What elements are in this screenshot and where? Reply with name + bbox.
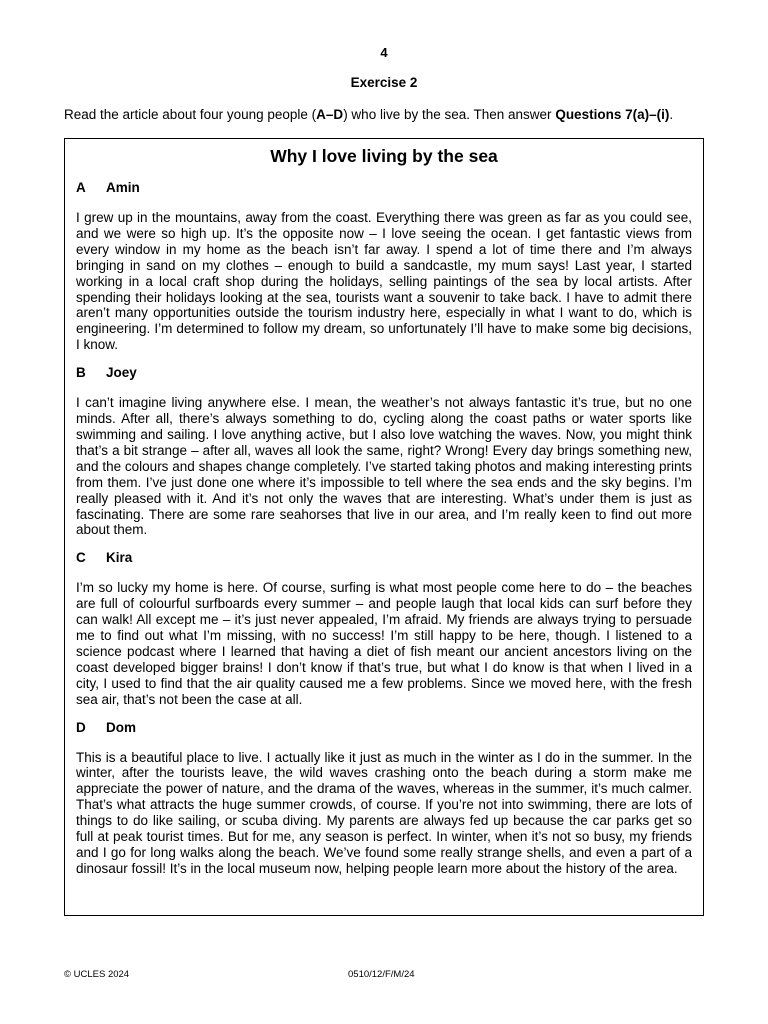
page-number: 4 — [380, 45, 388, 60]
instruction-prefix: Read the article about four young people ( — [64, 107, 317, 122]
section-heading-c — [76, 550, 692, 566]
footer-paper-code: 0510/12/F/M/24 — [348, 969, 415, 980]
article-box — [64, 138, 704, 916]
section-name: Amin — [106, 180, 140, 195]
section-heading-a — [76, 180, 692, 196]
instruction-range: A–D — [316, 107, 344, 122]
section-heading-d — [76, 720, 692, 736]
section-heading-b — [76, 365, 692, 381]
section-letter: A — [76, 180, 86, 195]
section-letter: D — [76, 719, 86, 735]
section-letter: B — [76, 365, 86, 381]
section-letter: C — [76, 550, 86, 566]
instruction-questions: Questions 7(a)–(i) — [555, 107, 670, 122]
instruction-middle: ) who live by the sea. Then answer — [343, 107, 556, 122]
article-title: Why I love living by the sea — [270, 146, 498, 166]
exercise-title: Exercise 2 — [350, 75, 418, 90]
section-text-c: I’m so lucky my home is here. Of course, surfing is what most people come here to do – the beaches are full of colourful surfboards every summer – and people laugh that local kids can surf before they can walk! All except me – it’s just never appealed, I’m afraid. My friends are always trying to persuade me to find out what I’m missing, with no success! I’m still happy to be here, though. I listened to a science podcast where I learned that having a diet of fish meant our ancient ancestors living on the coast developed bigger brains! I don’t know if that’s true, but what I do know is that when I lived in a city, I used to find that the air quality caused me a few problems. Since we moved here, with the fresh sea air, that’s not been the case at all. — [76, 580, 692, 707]
instruction-suffix: . — [669, 107, 674, 122]
section-name: Dom — [106, 719, 136, 735]
section-text-d: This is a beautiful place to live. I actually like it just as much in the winter as I do in the summer. In the winter, after the tourists leave, the wild waves crashing onto the beach during a storm make me appreciate the power of nature, and the drama of the waves, whereas in the summer, it’s much calmer. That’s what attracts the huge summer crowds, of course. If you’re not into swimming, there are lots of things to do like sailing, or scuba diving. My parents are always fed up because the car parks get so full at peak tourist times. But for me, any season is perfect. In winter, when it’s not so busy, my friends and I go for long walks along the beach. We’ve found some really strange shells, and even a part of a dinosaur fossil! It’s in the local museum now, helping people learn more about the history of the area. — [76, 749, 692, 876]
section-name: Joey — [106, 365, 137, 381]
section-name: Kira — [106, 550, 133, 566]
section-text-b: I can’t imagine living anywhere else. I mean, the weather’s not always fantastic it’s true, but no one minds. After all, there’s always something to do, cycling along the coast paths or water sports like swimming and sailing. I love anything active, but I also love watching the waves. Now, you might think that’s a bit strange – after all, waves all look the same, right? Wrong! Every day brings something new, and the colours and shapes change completely. I’ve started taking photos and making interesting prints from them. I’ve just done one where it’s impossible to tell where the sea ends and the sky begins. I’m really pleased with it. And it’s not only the waves that are interesting. What’s under them is just as fascinating. There are some rare seahorses that live in our area, and I’m really keen to find out more about them. — [76, 395, 692, 538]
footer-copyright: © UCLES 2024 — [64, 969, 130, 980]
section-text-a: I grew up in the mountains, away from the coast. Everything there was green as far as you could see, and we were so high up. It’s the opposite now – I love seeing the ocean. I get fantastic views from every window in my home as the beach isn’t far away. I spend a lot of time there and I’m always bringing in sand on my clothes – enough to build a sandcastle, my mum says! Last year, I started working in a local craft shop during the holidays, selling paintings of the sea by local artists. After spending their holidays looking at the sea, tourists want a souvenir to take back. I have to admit there aren’t many opportunities outside the tourism industry here, especially in what I want to do, which is engineering. I’m determined to follow my dream, so unfortunately I’ll have to make some big decisions, I know. — [76, 210, 692, 353]
instruction — [64, 107, 714, 122]
